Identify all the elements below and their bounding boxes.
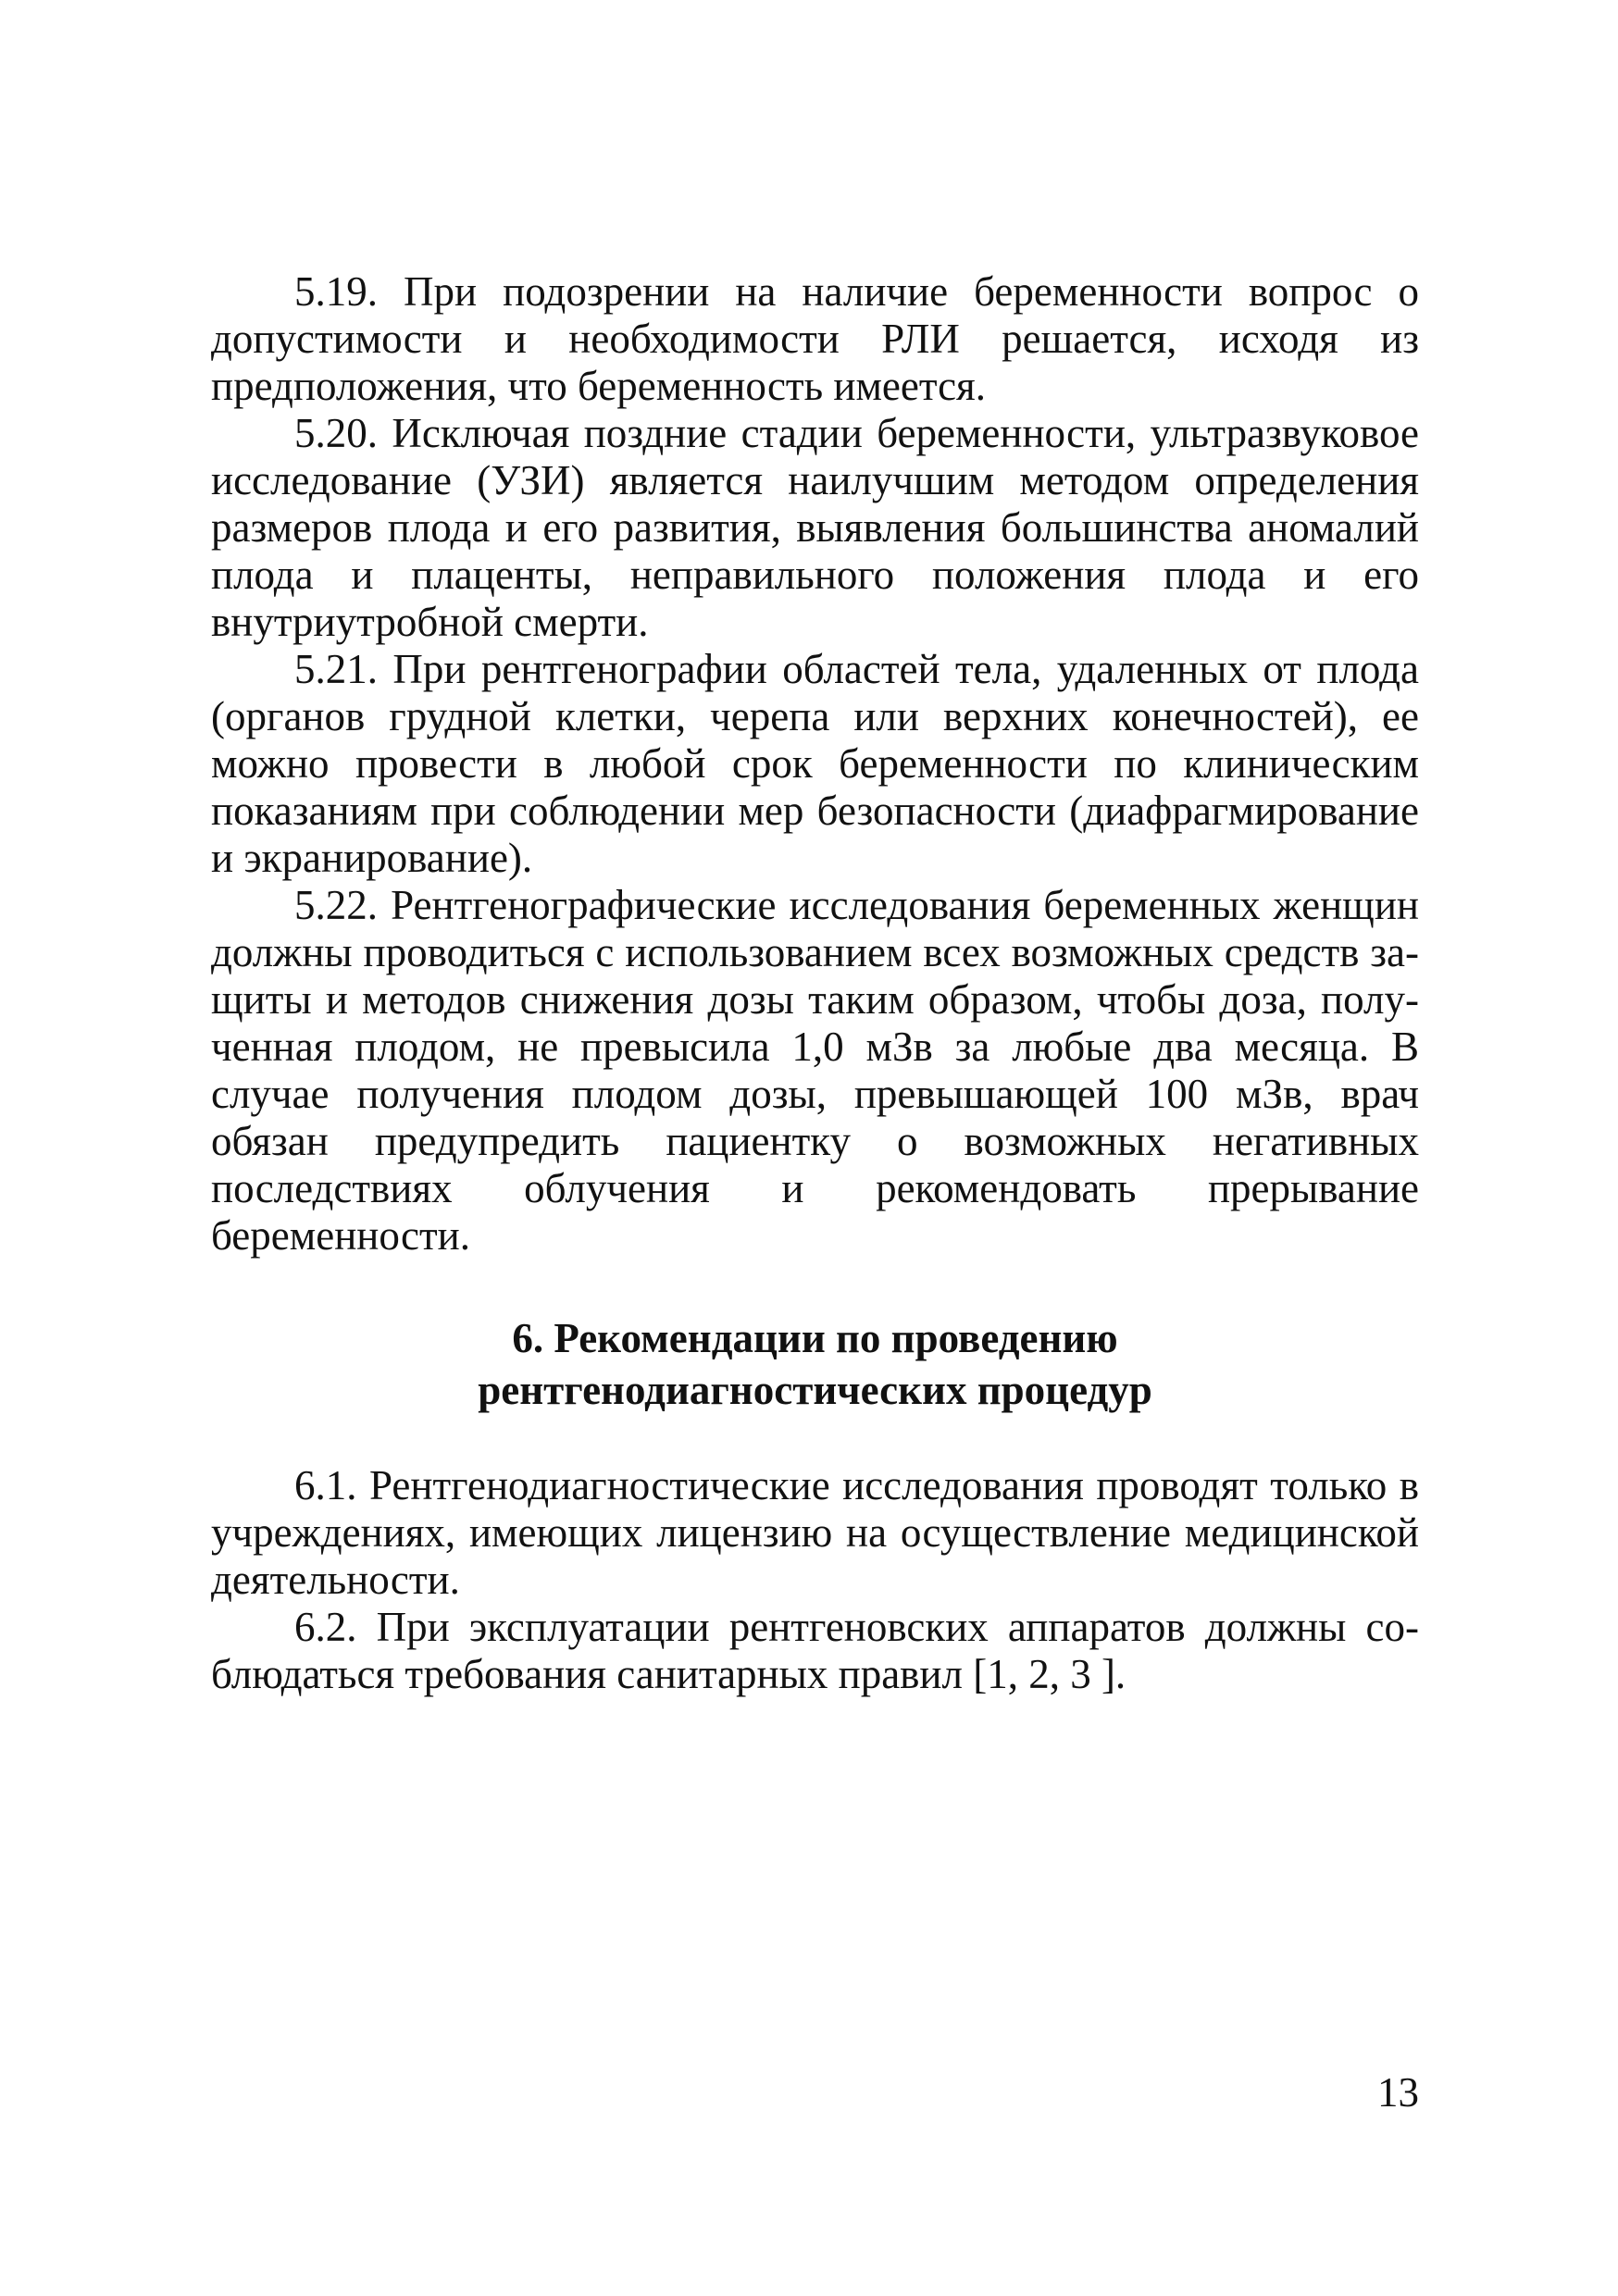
paragraph-5-21: 5.21. При рентгенографии областей тела, удаленных от плода (органов грудной клетки, черепа или верхних конечностей), ее можно провести в любой срок беременности по клиническим показаниям при соблюдении мер безопасности (диафрагмирование и экранирование).: [211, 646, 1419, 881]
section-heading-line-2: рентгенодиагностических процедур: [478, 1367, 1152, 1413]
paragraph-6-1: 6.1. Рентгенодиагностические исследования проводят только в учреждениях, имеющих лицензию на осуществление медицинской деятельности.: [211, 1462, 1419, 1603]
page-number: 13: [1377, 2069, 1419, 2116]
paragraph-6-2: 6.2. При эксплуатации рентгеновских аппаратов должны соблюдаться требования санитарных правил [1, 2, 3 ].: [211, 1604, 1419, 1697]
page-content: [211, 268, 1419, 1698]
paragraph-5-22: 5.22. Рентгенографические исследования беременных женщин должны проводиться с использованием всех возможных средств защиты и методов снижения дозы таким образом, чтобы доза, полученная плодом, не превысила 1,0 мЗв за любые два месяца. В случае получения плодом дозы, превышающей 100 мЗв, врач обязан предупредить пациентку о возможных негативных последствиях облучения и рекомендовать прерывание беременности.: [211, 882, 1419, 1259]
paragraph-5-19: 5.19. При подозрении на наличие беременности вопрос о допустимости и необходимости РЛИ решается, исходя из предположения, что беременность имеется.: [211, 268, 1419, 409]
paragraph-5-20: 5.20. Исключая поздние стадии беременности, ультразвуковое исследование (УЗИ) является наилучшим методом определения размеров плода и его развития, выявления большинства аномалий плода и плаценты, неправильного положения плода и его внутриутробной смерти.: [211, 410, 1419, 645]
section-heading: [211, 1312, 1419, 1416]
section-heading-line-1: 6. Рекомендации по проведению: [512, 1315, 1118, 1361]
